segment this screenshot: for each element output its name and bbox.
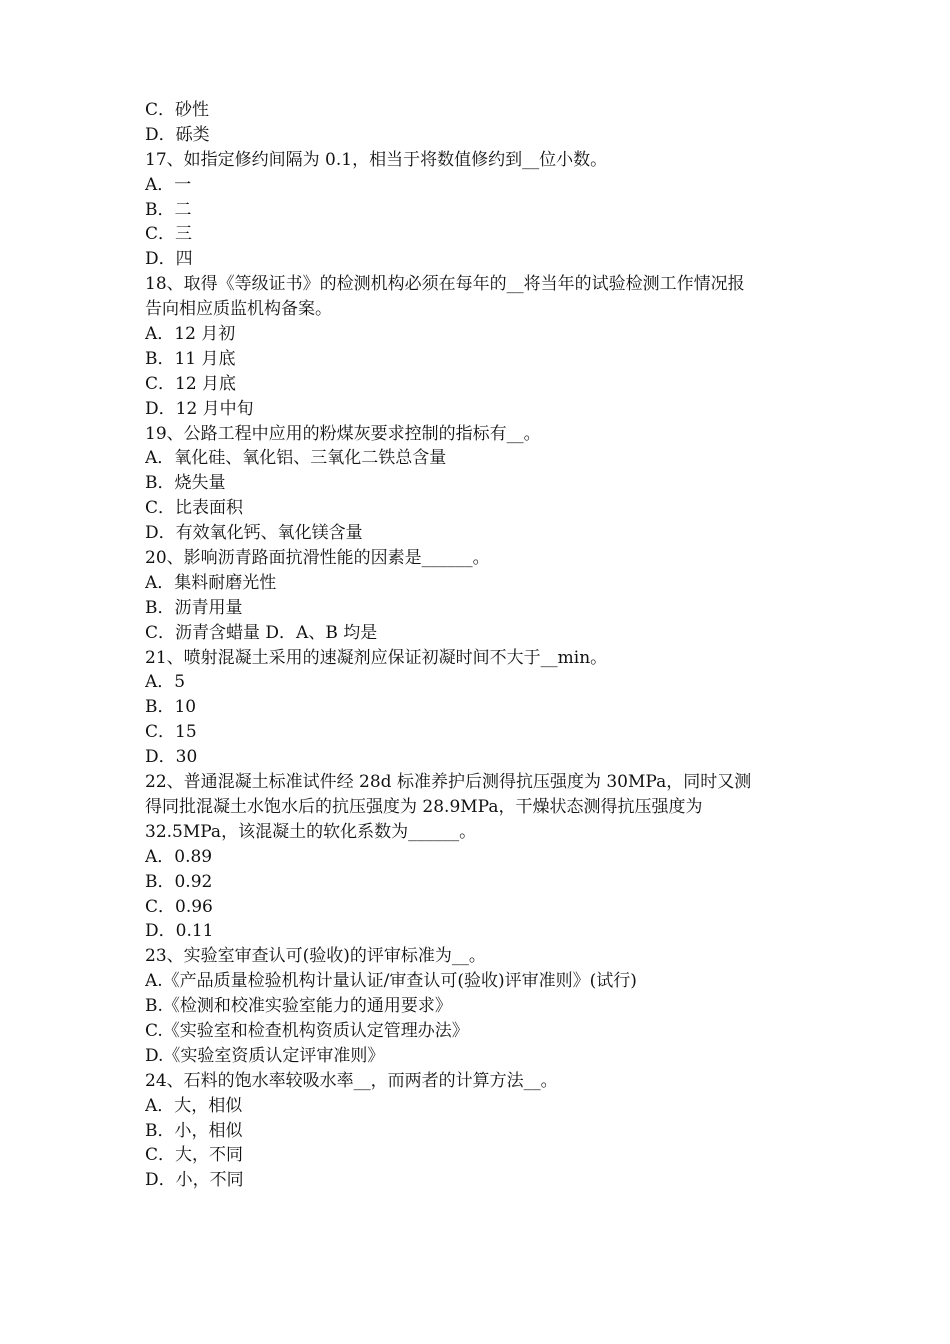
text-line: C.《实验室和检查机构资质认定管理办法》 — [145, 1020, 469, 1041]
question-23: 23、实验室审查认可(验收)的评审标准为__。 — [145, 946, 486, 967]
text-line: C．大，不同 — [145, 1145, 244, 1166]
question-18: 18、取得《等级证书》的检测机构必须在每年的__将当年的试验检测工作情况报 — [145, 274, 745, 295]
question-19: 19、公路工程中应用的粉煤灰要求控制的指标有__。 — [145, 423, 541, 444]
text-line: B．10 — [145, 697, 197, 718]
text-line: B．二 — [145, 199, 192, 220]
text-line: C．0.96 — [145, 896, 213, 917]
question-17: 17、如指定修约间隔为 0.1，相当于将数值修约到__位小数。 — [145, 149, 608, 170]
text-line: B．0.92 — [145, 871, 213, 892]
text-line: C．砂性 — [145, 100, 210, 120]
text-line: C．15 — [145, 722, 197, 743]
text-line: A．一 — [145, 174, 192, 195]
text-line: 32.5MPa，该混凝土的软化系数为______。 — [145, 821, 477, 842]
question-24: 24、石料的饱水率较吸水率__，而两者的计算方法__。 — [145, 1070, 558, 1091]
text-line: C．沥青含蜡量 D．A、B 均是 — [145, 622, 378, 643]
text-line: D．砾类 — [145, 124, 210, 145]
text-line: B．小，相似 — [145, 1120, 243, 1141]
text-line: A．0.89 — [145, 846, 213, 867]
text-line: D.《实验室资质认定评审准则》 — [145, 1045, 385, 1066]
text-line: B．11 月底 — [145, 348, 236, 369]
text-line: B．烧失量 — [145, 473, 226, 494]
text-line: A．集料耐磨光性 — [145, 572, 277, 593]
question-22: 22、普通混凝土标准试件经 28d 标准养护后测得抗压强度为 30MPa，同时又测 — [145, 772, 752, 793]
text-line: B．沥青用量 — [145, 597, 243, 618]
text-line: 得同批混凝土水饱水后的抗压强度为 28.9MPa，干燥状态测得抗压强度为 — [145, 796, 703, 817]
question-21: 21、喷射混凝土采用的速凝剂应保证初凝时间不大于__min。 — [145, 647, 608, 668]
text-line: D．小，不同 — [145, 1170, 244, 1191]
text-line: D．有效氧化钙、氧化镁含量 — [145, 523, 363, 544]
text-line: B.《检测和校准实验室能力的通用要求》 — [145, 996, 452, 1017]
document-page — [145, 98, 815, 1193]
text-line: A．大，相似 — [145, 1095, 243, 1116]
text-line: A．氧化硅、氧化铝、三氧化二铁总含量 — [145, 448, 447, 469]
text-line: C．12 月底 — [145, 373, 237, 394]
text-line: A.《产品质量检验机构计量认证/审查认可(验收)评审准则》(试行) — [145, 971, 637, 992]
text-line: A．5 — [145, 672, 186, 693]
question-20: 20、影响沥青路面抗滑性能的因素是______。 — [145, 548, 490, 569]
text-line: C．三 — [145, 224, 193, 245]
text-line: C．比表面积 — [145, 498, 244, 519]
text-line: D．0.11 — [145, 921, 214, 942]
text-line: D．12 月中旬 — [145, 398, 254, 419]
text-line: A．12 月初 — [145, 324, 236, 345]
text-line: D．30 — [145, 747, 198, 768]
text-line: D．四 — [145, 249, 193, 270]
text-line: 告向相应质监机构备案。 — [145, 299, 332, 320]
